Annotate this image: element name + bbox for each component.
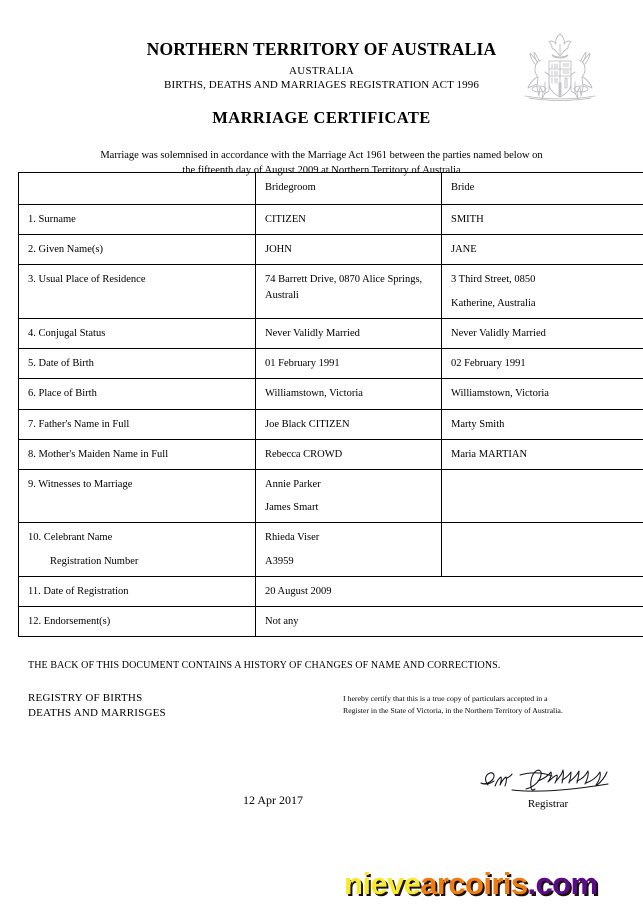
watermark-part-2: arcoiris — [420, 866, 528, 901]
row-value-place-of-birth-bride: Williamstown, Victoria — [442, 379, 643, 409]
row-value-fathers-name-groom: Joe Black CITIZEN — [256, 409, 442, 439]
header-cell-blank — [19, 173, 256, 205]
back-of-document-note: THE BACK OF THIS DOCUMENT CONTAINS A HISTORY OF CHANGES OF NAME AND CORRECTIONS. — [28, 660, 501, 671]
registry-line-2: DEATHS AND MARRISGES — [28, 706, 166, 719]
row-label-surname: 1. Surname — [19, 205, 256, 235]
table-row — [19, 379, 643, 409]
registrar-signature-block — [468, 761, 628, 810]
watermark-part-3: .com — [527, 866, 598, 901]
document-footer — [28, 660, 618, 810]
row-value-residence-groom: 74 Barrett Drive, 0870 Alice Springs, Australi — [256, 265, 442, 318]
row-value-conjugal-status-bride: Never Validly Married — [442, 318, 643, 348]
row-value-date-of-birth-groom: 01 February 1991 — [256, 349, 442, 379]
row-value-given-names-groom: JOHN — [256, 235, 442, 265]
registration-number-value: A3959 — [265, 555, 294, 567]
witness-line-2: James Smart — [265, 502, 319, 514]
row-label-endorsements: 12. Endorsement(s) — [19, 607, 256, 637]
row-label-residence: 3. Usual Place of Residence — [19, 265, 256, 318]
row-value-celebrant-bride — [442, 523, 643, 576]
registration-number-label: Registration Number — [50, 555, 139, 567]
row-value-given-names-bride: JANE — [442, 235, 643, 265]
certification-line-1: I hereby certify that this is a true copy of particulars accepted in a — [343, 694, 548, 703]
residence-bride-line-2: Katherine, Australia — [451, 297, 536, 309]
row-value-mothers-maiden-name-bride: Maria MARTIAN — [442, 439, 643, 469]
residence-bride-line-1: 3 Third Street, 0850 — [451, 274, 536, 286]
solemnisation-line-1: Marriage was solemnised in accordance with the Marriage Act 1961 between the parties named below on — [100, 150, 543, 162]
table-row — [19, 265, 643, 318]
table-row — [19, 409, 643, 439]
row-value-date-of-birth-bride: 02 February 1991 — [442, 349, 643, 379]
row-value-celebrant — [256, 523, 442, 576]
page-title: NORTHERN TERRITORY OF AUSTRALIA — [146, 39, 497, 59]
row-label-mothers-maiden-name: 8. Mother's Maiden Name in Full — [19, 439, 256, 469]
table-row — [19, 607, 643, 637]
table-row — [19, 523, 643, 576]
row-label-fathers-name: 7. Father's Name in Full — [19, 409, 256, 439]
registrar-label: Registrar — [527, 798, 569, 810]
row-value-date-of-registration: 20 August 2009 — [256, 576, 643, 606]
footer-columns — [28, 691, 618, 810]
row-label-given-names: 2. Given Name(s) — [19, 235, 256, 265]
certification-statement — [343, 693, 623, 717]
row-label-date-of-registration: 11. Date of Registration — [19, 576, 256, 606]
registry-block — [28, 691, 166, 721]
row-value-endorsements: Not any — [256, 607, 643, 637]
certificate-title: MARRIAGE CERTIFICATE — [212, 108, 431, 128]
watermark-part-1: nieve — [344, 866, 421, 901]
certificate-details-table — [18, 172, 643, 637]
row-label-place-of-birth: 6. Place of Birth — [19, 379, 256, 409]
site-watermark — [344, 866, 597, 902]
row-value-witnesses — [256, 469, 442, 522]
table-row — [19, 439, 643, 469]
row-label-witnesses: 9. Witnesses to Marriage — [19, 469, 256, 522]
witness-line-1: Annie Parker — [265, 478, 321, 490]
row-value-conjugal-status-groom: Never Validly Married — [256, 318, 442, 348]
row-label-date-of-birth: 5. Date of Birth — [19, 349, 256, 379]
table-row — [19, 349, 643, 379]
row-value-place-of-birth-groom: Williamstown, Victoria — [256, 379, 442, 409]
header-cell-bride: Bride — [442, 173, 643, 205]
registrar-signature-icon — [468, 761, 628, 797]
table-row — [19, 576, 643, 606]
certification-line-2: Register in the State of Victoria, in the Northern Territory of Australia. — [343, 706, 563, 716]
country-label: AUSTRALIA — [288, 65, 355, 78]
row-value-fathers-name-bride: Marty Smith — [442, 409, 643, 439]
header-cell-bridegroom: Bridegroom — [256, 173, 442, 205]
row-value-surname-bride: SMITH — [442, 205, 643, 235]
row-label-conjugal-status: 4. Conjugal Status — [19, 318, 256, 348]
row-value-witnesses-bride — [442, 469, 643, 522]
row-value-surname-groom: CITIZEN — [256, 205, 442, 235]
table-row — [19, 318, 643, 348]
act-label: BIRTHS, DEATHS AND MARRIAGES REGISTRATION ACT 1996 — [164, 79, 479, 92]
row-value-residence-bride — [442, 265, 643, 318]
registry-line-1: REGISTRY OF BIRTHS — [28, 692, 143, 704]
celebrant-name-label: 10. Celebrant Name — [28, 532, 113, 544]
issue-date: 12 Apr 2017 — [243, 793, 303, 807]
row-value-mothers-maiden-name-groom: Rebecca CROWD — [256, 439, 442, 469]
table-row — [19, 469, 643, 522]
table-header-row — [19, 173, 643, 205]
table-row — [19, 205, 643, 235]
row-label-celebrant — [19, 523, 256, 576]
solemnisation-line-2: the fifteenth day of August 2009 at Northern Territory of Australia — [182, 165, 461, 177]
table-row — [19, 235, 643, 265]
celebrant-name-value: Rhieda Viser — [265, 532, 320, 544]
coat-of-arms-icon — [515, 30, 605, 110]
